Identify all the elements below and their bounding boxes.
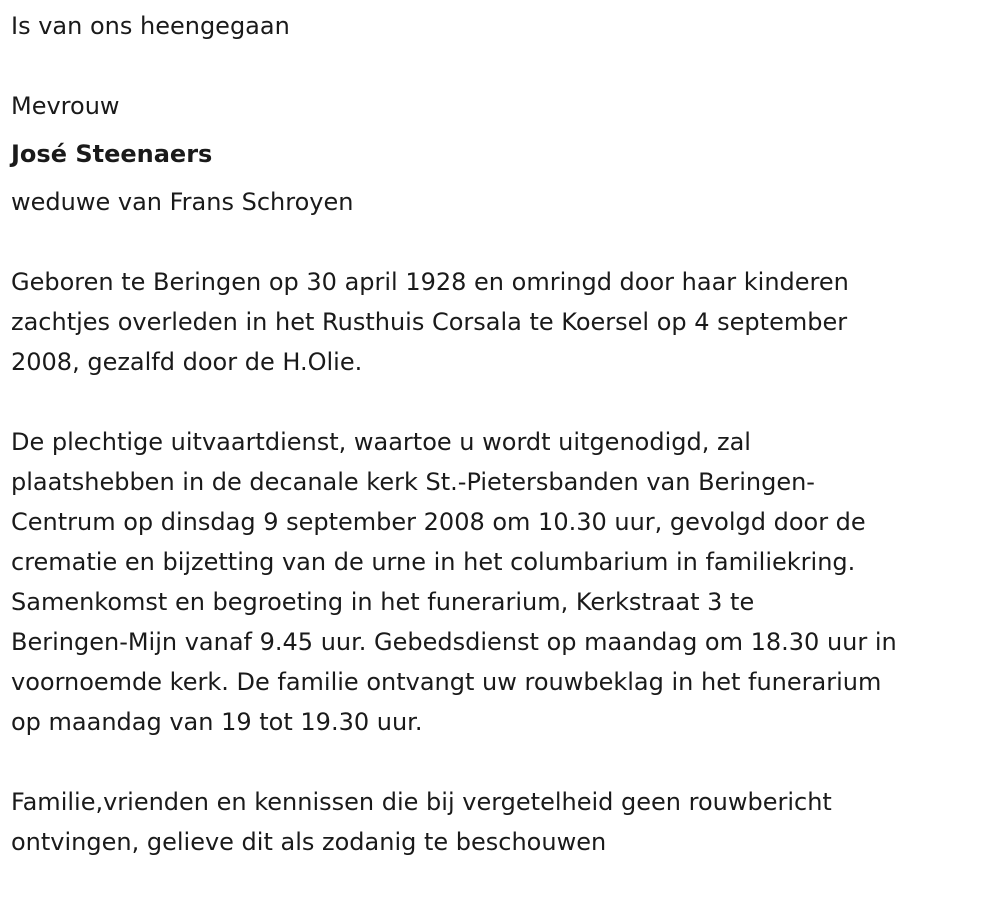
paragraph-line: zachtjes overleden in het Rusthuis Corsala te Koersel op 4 september bbox=[11, 308, 848, 336]
paragraph-line: Familie,vrienden en kennissen die bij vergetelheid geen rouwbericht bbox=[11, 788, 832, 816]
paragraph-line: plaatshebben in de decanale kerk St.-Pietersbanden van Beringen- bbox=[11, 468, 815, 496]
paragraph-line: Beringen-Mijn vanaf 9.45 uur. Gebedsdienst op maandag om 18.30 uur in bbox=[11, 628, 897, 656]
paragraph-line: ontvingen, gelieve dit als zodanig te beschouwen bbox=[11, 828, 607, 856]
intro-text: Is van ons heengegaan bbox=[11, 12, 290, 40]
paragraph-line: op maandag van 19 tot 19.30 uur. bbox=[11, 708, 423, 736]
deceased-name: José Steenaers bbox=[11, 140, 213, 168]
paragraph-line: Geboren te Beringen op 30 april 1928 en omringd door haar kinderen bbox=[11, 268, 849, 296]
funeral-paragraph bbox=[11, 422, 996, 742]
paragraph-line: 2008, gezalfd door de H.Olie. bbox=[11, 348, 363, 376]
paragraph-line: voornoemde kerk. De familie ontvangt uw rouwbeklag in het funerarium bbox=[11, 668, 882, 696]
paragraph-line: De plechtige uitvaartdienst, waartoe u wordt uitgenodigd, zal bbox=[11, 428, 751, 456]
paragraph-line: crematie en bijzetting van de urne in het columbarium in familiekring. bbox=[11, 548, 856, 576]
birth-death-paragraph bbox=[11, 262, 996, 382]
closing-paragraph bbox=[11, 782, 996, 862]
relation-text: weduwe van Frans Schroyen bbox=[11, 188, 354, 216]
salutation: Mevrouw bbox=[11, 92, 120, 120]
paragraph-line: Centrum op dinsdag 9 september 2008 om 10.30 uur, gevolgd door de bbox=[11, 508, 866, 536]
death-notice bbox=[11, 6, 996, 902]
paragraph-line: Samenkomst en begroeting in het funerarium, Kerkstraat 3 te bbox=[11, 588, 755, 616]
